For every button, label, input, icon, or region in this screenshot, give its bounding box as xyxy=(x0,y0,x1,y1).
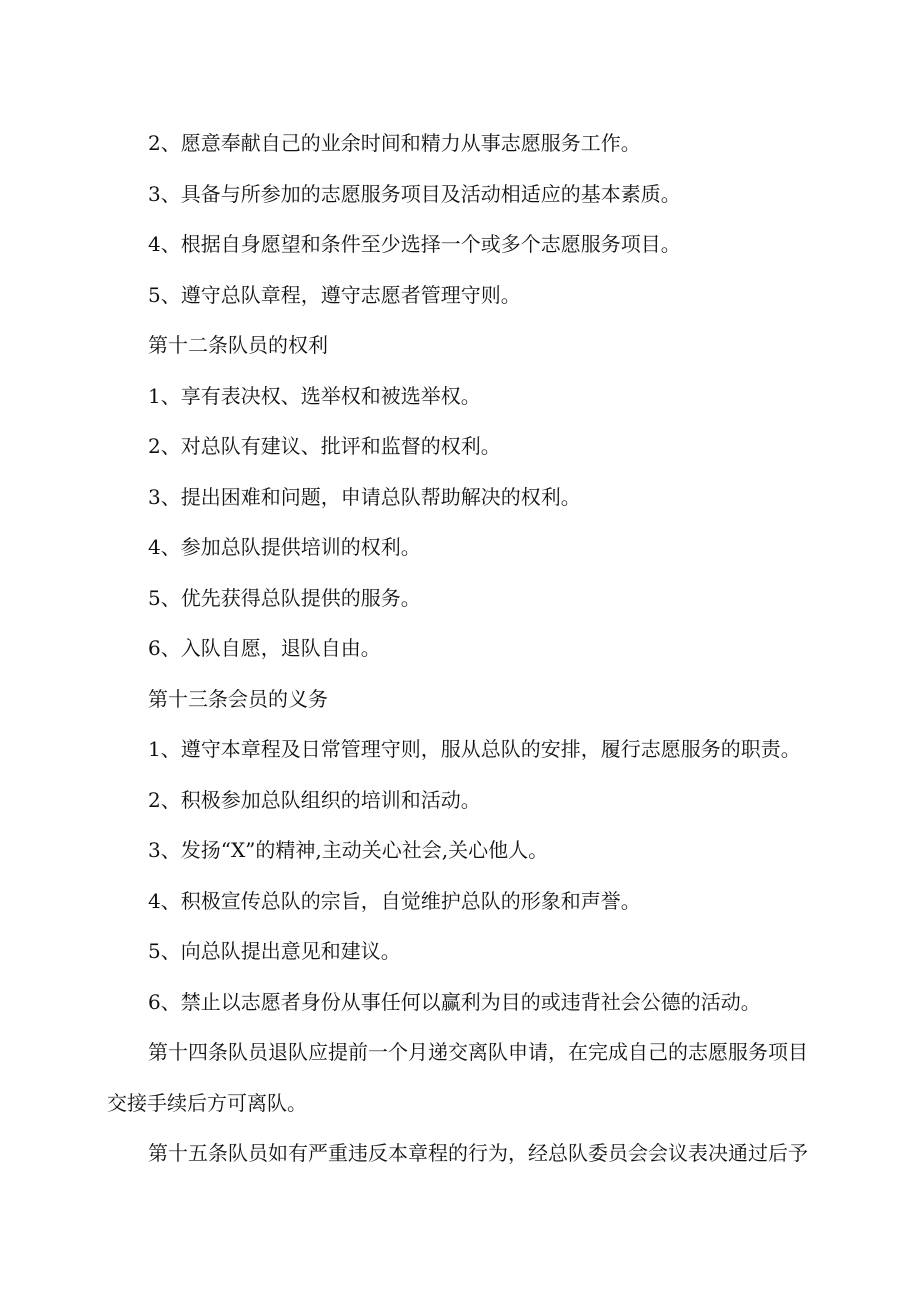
requirement-item-2: 2、愿意奉献自己的业余时间和精力从事志愿服务工作。 xyxy=(148,131,641,155)
rights-item-3: 3、提出困难和问题，申请总队帮助解决的权利。 xyxy=(148,484,581,509)
rights-item-2: 2、对总队有建议、批评和监督的权利。 xyxy=(148,434,501,458)
article-15-line-1: 第十五条队员如有严重违反本章程的行为，经总队委员会会议表决通过后予 xyxy=(148,1141,808,1165)
duties-item-1: 1、遵守本章程及日常管理守则，服从总队的安排，履行志愿服务的职责。 xyxy=(148,737,801,761)
article-12-heading: 第十二条队员的权利 xyxy=(148,333,328,357)
duties-item-4: 4、积极宣传总队的宗旨，自觉维护总队的形象和声誉。 xyxy=(148,888,641,913)
article-14-line-1: 第十四条队员退队应提前一个月递交离队申请，在完成自己的志愿服务项目 xyxy=(148,1040,808,1064)
requirement-item-5: 5、遵守总队章程，遵守志愿者管理守则。 xyxy=(148,282,521,307)
rights-item-4: 4、参加总队提供培训的权利。 xyxy=(148,535,421,559)
rights-item-1: 1、享有表决权、选举权和被选举权。 xyxy=(148,383,481,408)
requirement-item-3: 3、具备与所参加的志愿服务项目及活动相适应的基本素质。 xyxy=(148,181,681,206)
rights-item-5: 5、优先获得总队提供的服务。 xyxy=(148,585,421,610)
document-body xyxy=(107,128,813,1189)
article-13-heading: 第十三条会员的义务 xyxy=(148,686,328,711)
requirement-item-4: 4、根据自身愿望和条件至少选择一个或多个志愿服务项目。 xyxy=(148,232,681,256)
duties-item-2: 2、积极参加总队组织的培训和活动。 xyxy=(148,787,481,812)
duties-item-5: 5、向总队提出意见和建议。 xyxy=(148,939,401,963)
duties-item-6: 6、禁止以志愿者身份从事任何以赢利为目的或违背社会公德的活动。 xyxy=(148,989,761,1014)
duties-item-3: 3、发扬“X”的精神,主动关心社会,关心他人。 xyxy=(148,838,549,862)
article-15-paragraph xyxy=(107,1138,813,1168)
article-14-line-2: 交接手续后方可离队。 xyxy=(107,1090,307,1115)
rights-item-6: 6、入队自愿，退队自由。 xyxy=(148,636,381,660)
article-14-paragraph xyxy=(107,1037,813,1118)
